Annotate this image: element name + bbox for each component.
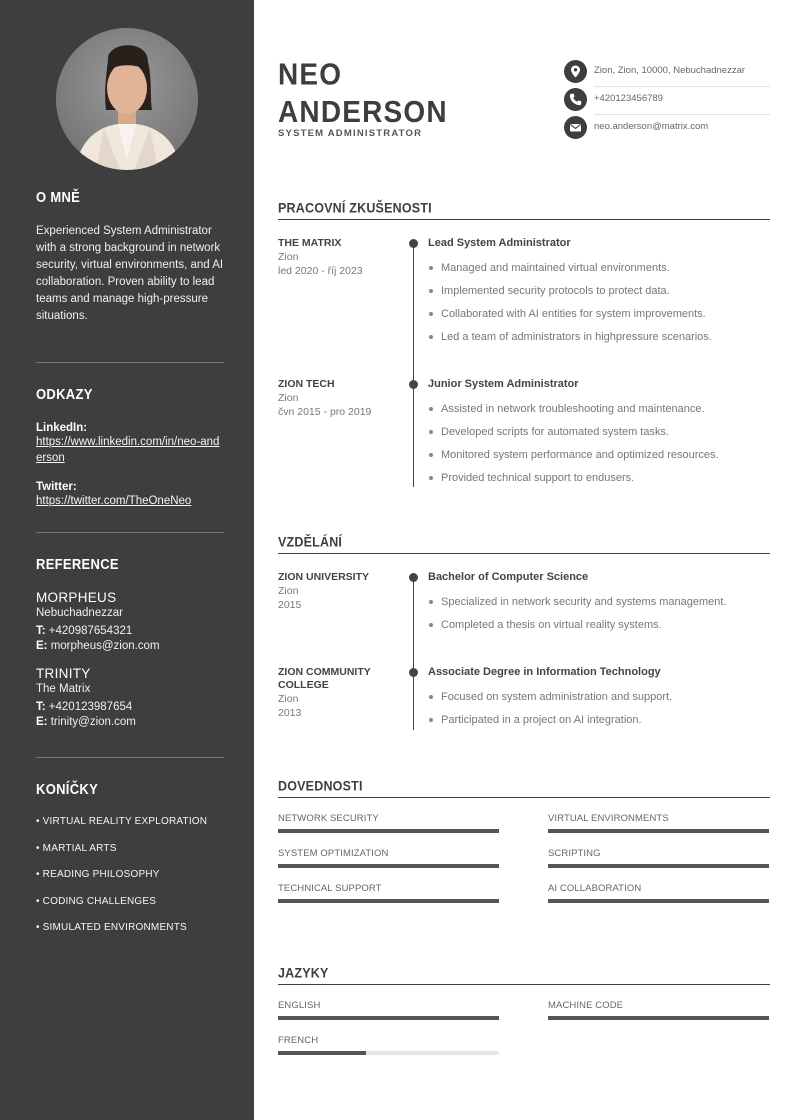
entry-organization: ZION TECH — [278, 378, 335, 390]
about-text: Experienced System Administrator with a strong background in network security, virtual environments, and AI collaboration. Proven ability to lead teams and manage high-pressure situations. — [36, 225, 224, 322]
level-bar-fill — [278, 1051, 366, 1055]
entry-title: Associate Degree in Information Technology — [428, 666, 661, 678]
links-section — [36, 385, 224, 509]
reference-phone: T: +420123987654 — [36, 701, 133, 713]
entry-dates: led 2020 - říj 2023 — [278, 265, 363, 277]
language-name: ENGLISH — [278, 1000, 321, 1011]
contact-divider — [594, 114, 770, 115]
link-label: Twitter: — [36, 481, 77, 493]
link-label: LinkedIn: — [36, 422, 88, 434]
profile-photo — [56, 28, 198, 170]
skill-item — [548, 883, 769, 903]
sidebar-divider — [36, 362, 224, 363]
reference-email: E: trinity@zion.com — [36, 716, 136, 728]
level-bar-fill — [548, 864, 769, 868]
entry-bullets — [428, 596, 770, 631]
entry-bullets — [428, 262, 770, 343]
level-bar-fill — [278, 829, 499, 833]
entry-details — [428, 666, 770, 737]
skill-item — [278, 813, 499, 833]
address-text: Zion, Zion, 10000, Nebuchadnezzar — [594, 65, 746, 76]
last-name: ANDERSON — [278, 94, 448, 129]
skill-name: VIRTUAL ENVIRONMENTS — [548, 813, 669, 824]
level-bar-fill — [548, 899, 769, 903]
bullet-item: Led a team of administrators in highpressure scenarios. — [428, 331, 770, 343]
level-bar — [548, 1016, 769, 1020]
skill-item — [278, 848, 499, 868]
bullet-item: Provided technical support to endusers. — [428, 472, 770, 484]
sidebar — [0, 0, 254, 1120]
bullet-item: Completed a thesis on virtual reality systems. — [428, 619, 770, 631]
linkedin-link[interactable]: https://www.linkedin.com/in/neo-anderson — [36, 436, 220, 464]
entry-location: Zion — [278, 693, 299, 705]
contact-phone — [564, 88, 770, 112]
links-heading: ODKAZY — [36, 385, 93, 403]
language-item — [278, 1035, 499, 1055]
timeline-dot — [409, 668, 418, 677]
entry-location: Zion — [278, 251, 299, 263]
entry-details — [428, 378, 770, 495]
entry-location: Zion — [278, 585, 299, 597]
level-bar — [548, 829, 769, 833]
level-bar-fill — [278, 864, 499, 868]
language-item — [278, 1000, 499, 1020]
timeline-dot — [409, 380, 418, 389]
entry-title: Bachelor of Computer Science — [428, 571, 589, 583]
level-bar — [278, 1051, 499, 1055]
skill-name: TECHNICAL SUPPORT — [278, 883, 382, 894]
entry-dates: 2015 — [278, 599, 302, 611]
level-bar-fill — [278, 1016, 499, 1020]
level-bar-fill — [548, 1016, 769, 1020]
portrait-illustration — [56, 28, 198, 170]
skill-name: SCRIPTING — [548, 848, 601, 859]
entry-title: Lead System Administrator — [428, 237, 571, 249]
hobbies-section — [36, 780, 224, 949]
references-section — [36, 555, 224, 728]
level-bar — [548, 864, 769, 868]
entry-title: Junior System Administrator — [428, 378, 579, 390]
hobbies-heading: KONÍČKY — [36, 780, 99, 798]
link-linkedin — [36, 422, 224, 466]
entry-details — [428, 571, 770, 642]
hobby-item: • SIMULATED ENVIRONMENTS — [36, 922, 187, 933]
reference-email: E: morpheus@zion.com — [36, 640, 160, 652]
skills-heading: DOVEDNOSTI — [278, 778, 770, 792]
first-name: NEO — [278, 57, 343, 92]
entry-organization: THE MATRIX — [278, 237, 342, 249]
email-text: neo.anderson@matrix.com — [594, 121, 709, 132]
location-pin-icon — [564, 60, 587, 83]
bullet-item: Managed and maintained virtual environments. — [428, 262, 770, 274]
sidebar-divider — [36, 757, 224, 758]
about-heading: O MNĚ — [36, 188, 81, 206]
reference-name: TRINITY — [36, 666, 91, 681]
contact-email — [564, 116, 770, 140]
language-name: MACHINE CODE — [548, 1000, 624, 1011]
hobby-item: • CODING CHALLENGES — [36, 895, 157, 907]
skill-item — [278, 883, 499, 903]
level-bar — [278, 864, 499, 868]
timeline-line — [413, 576, 414, 730]
reference-company: Nebuchadnezzar — [36, 607, 123, 619]
bullet-item: Collaborated with AI entities for system improvements. — [428, 308, 770, 320]
level-bar — [278, 1016, 499, 1020]
timeline-line — [413, 242, 414, 487]
entry-dates: 2013 — [278, 707, 302, 719]
entry-meta — [278, 237, 403, 278]
skill-name: SYSTEM OPTIMIZATION — [278, 848, 389, 859]
level-bar-fill — [548, 829, 769, 833]
bullet-item: Participated in a project on AI integration. — [428, 714, 770, 726]
level-bar — [278, 829, 499, 833]
experience-heading: PRACOVNÍ ZKUŠENOSTI — [278, 200, 770, 214]
bullet-item: Implemented security protocols to protect data. — [428, 285, 770, 297]
bullet-item: Developed scripts for automated system tasks. — [428, 426, 770, 438]
references-heading: REFERENCE — [36, 555, 119, 573]
level-bar — [548, 899, 769, 903]
language-name: FRENCH — [278, 1035, 319, 1046]
sidebar-divider — [36, 532, 224, 533]
reference-name: MORPHEUS — [36, 590, 117, 605]
language-item — [548, 1000, 769, 1020]
entry-organization: ZION UNIVERSITY — [278, 571, 370, 583]
entry-meta — [278, 571, 403, 612]
hobby-list — [36, 816, 224, 949]
reference-phone: T: +420987654321 — [36, 625, 133, 637]
entry-location: Zion — [278, 392, 299, 404]
skill-item — [548, 848, 769, 868]
entry-organization: ZION COMMUNITY COLLEGE — [278, 666, 371, 691]
contact-divider — [594, 86, 770, 87]
timeline-dot — [409, 239, 418, 248]
twitter-link[interactable]: https://twitter.com/TheOneNeo — [36, 495, 192, 507]
education-heading: VZDĚLÁNÍ — [278, 534, 770, 548]
skill-item — [548, 813, 769, 833]
email-icon — [564, 116, 587, 139]
skill-name: AI COLLABORATION — [548, 883, 642, 894]
entry-bullets — [428, 691, 770, 726]
entry-bullets — [428, 403, 770, 484]
bullet-item: Monitored system performance and optimized resources. — [428, 449, 770, 461]
hobby-item: • MARTIAL ARTS — [36, 842, 117, 854]
reference-company: The Matrix — [36, 683, 91, 695]
reference-item — [36, 666, 224, 728]
phone-icon — [564, 88, 587, 111]
phone-text: +420123456789 — [594, 93, 663, 104]
entry-meta — [278, 666, 403, 720]
timeline-dot — [409, 573, 418, 582]
entry-dates: čvn 2015 - pro 2019 — [278, 406, 372, 418]
level-bar-fill — [278, 899, 499, 903]
job-title: SYSTEM ADMINISTRATOR — [278, 128, 423, 139]
languages-heading: JAZYKY — [278, 965, 770, 979]
hobby-item: • READING PHILOSOPHY — [36, 869, 160, 880]
link-twitter — [36, 481, 224, 509]
about-section — [36, 188, 224, 325]
full-name — [278, 56, 448, 131]
level-bar — [278, 899, 499, 903]
hobby-item: • VIRTUAL REALITY EXPLORATION — [36, 816, 208, 827]
entry-meta — [278, 378, 403, 419]
bullet-item: Assisted in network troubleshooting and maintenance. — [428, 403, 770, 415]
bullet-item: Specialized in network security and systems management. — [428, 596, 770, 608]
skill-name: NETWORK SECURITY — [278, 813, 379, 824]
bullet-item: Focused on system administration and support. — [428, 691, 770, 703]
contact-address — [564, 60, 770, 84]
reference-item — [36, 590, 224, 652]
entry-details — [428, 237, 770, 354]
